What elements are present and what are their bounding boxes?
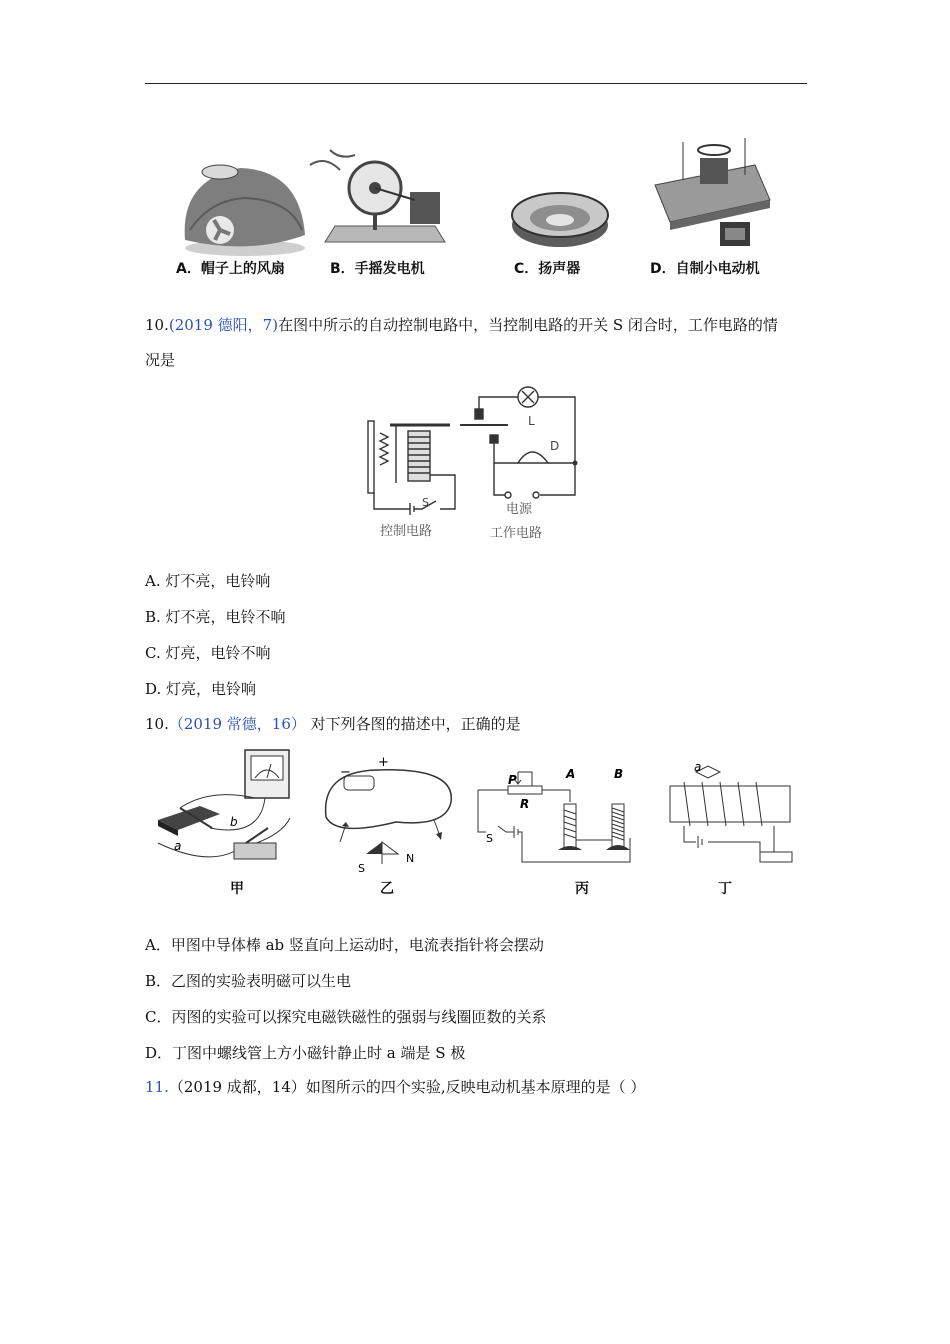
figure-jia (150, 748, 310, 898)
q10a-option-d: D. 灯亮，电铃响 (145, 680, 257, 698)
caption-d: D．自制小电动机 (650, 261, 760, 277)
jia-label-a: a (174, 839, 182, 853)
work-circuit-label: 工作电路 (490, 526, 543, 541)
homemade-motor-image (645, 130, 795, 260)
bing-P: P (508, 773, 517, 787)
bing-A: A (566, 767, 576, 781)
bing-S: S (486, 832, 493, 845)
caption-bing: 丙 (575, 881, 589, 897)
bing-R: R (520, 797, 530, 811)
q10a-option-a: A. 灯不亮，电铃响 (145, 572, 271, 590)
q11-stem: （2019 成都，14）如图所示的四个实验,反映电动机基本原理的是（ ） (168, 1078, 646, 1096)
figure-bing (470, 762, 640, 892)
q10a-option-c: C. 灯亮，电铃不响 (145, 644, 271, 662)
q10b-source: （2019 常德，16） (168, 715, 306, 733)
yi-S: S (358, 862, 365, 875)
figure-yi (316, 755, 466, 892)
cap-fan-image (170, 130, 320, 260)
q9-image-row (170, 130, 810, 290)
label-L: L (528, 414, 535, 428)
yi-N: N (406, 852, 415, 865)
jia-label-b: b (230, 815, 238, 829)
q10b-option-a: A．甲图中导体棒 ab 竖直向上运动时，电流表指针将会摆动 (145, 936, 544, 954)
q10b-stem-line (145, 714, 521, 734)
q10b-number: 10. (145, 715, 169, 733)
q10a-stem-line1 (145, 315, 778, 335)
caption-b: B．手摇发电机 (330, 261, 425, 277)
q10b-option-b: B．乙图的实验表明磁可以生电 (145, 972, 352, 990)
header-rule (145, 83, 807, 84)
hand-generator-image (305, 130, 455, 260)
q10b-option-d: D．丁图中螺线管上方小磁针静止时 a 端是 S 极 (145, 1044, 466, 1062)
q10a-option-b: B. 灯不亮，电铃不响 (145, 608, 286, 626)
caption-ding: 丁 (718, 881, 732, 897)
control-circuit-label: 控制电路 (380, 524, 433, 539)
q10a-stem-line2: 况是 (145, 351, 176, 369)
figure-ding (660, 762, 810, 892)
q10b-stem: 对下列各图的描述中，正确的是 (310, 715, 521, 733)
q10a-stem: 在图中所示的自动控制电路中，当控制电路的开关 S 闭合时，工作电路的情 (278, 316, 778, 334)
label-S: S (422, 496, 429, 509)
q10a-number: 10. (145, 316, 169, 334)
q11-number: 11. (145, 1078, 169, 1096)
q10a-source: (2019 德阳，7) (168, 316, 279, 334)
caption-yi: 乙 (380, 881, 394, 897)
bing-B: B (614, 767, 624, 781)
speaker-image (500, 130, 620, 260)
ding-a: a (694, 760, 702, 774)
power-label: 电源 (506, 502, 533, 517)
q10b-option-c: C．丙图的实验可以探究电磁铁磁性的强弱与线圈匝数的关系 (145, 1008, 547, 1026)
caption-a: A．帽子上的风扇 (176, 261, 285, 277)
caption-c: C．扬声器 (514, 261, 581, 277)
yi-plus: + (378, 755, 389, 770)
q11-stem-line (145, 1077, 645, 1097)
label-D: D (550, 439, 560, 453)
relay-circuit-diagram (360, 383, 600, 543)
caption-jia: 甲 (230, 881, 244, 897)
yi-minus: − (340, 765, 351, 780)
